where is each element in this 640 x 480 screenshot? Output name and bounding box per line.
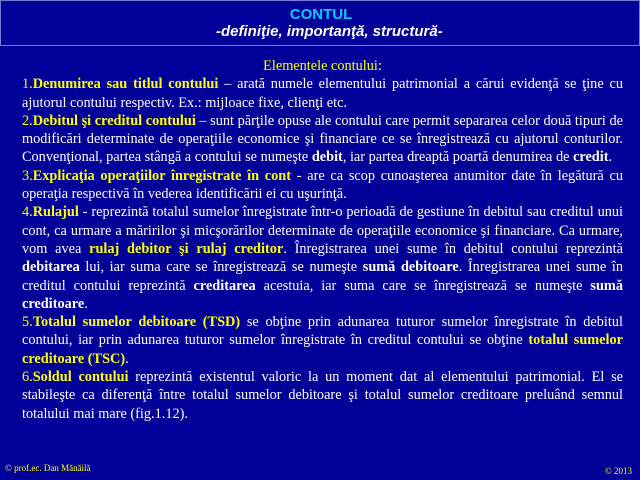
item-number: 6. (22, 369, 33, 386)
item-text: se obţine prin adunarea tuturor sumelor înregistrate în debitul contului, iar prin adunarea tuturor sumelor înregistrate în creditul contului se obţine (22, 314, 623, 349)
footer-year: © 2013 (604, 466, 632, 476)
list-item (22, 75, 623, 112)
item-bold: debitarea (22, 259, 80, 276)
slide-subtitle: -definiţie, importanţă, structură- (216, 23, 443, 40)
list-item (22, 112, 623, 167)
footer-author: © prof.ec. Dan Mănăilă (5, 463, 91, 473)
item-text: – arată numele elementului patrimonial a cărui evidenţă se ţine cu ajutorul contului respectiv. Ex.: mijloace fixe, clienţi etc. (22, 76, 623, 111)
item-text: . (84, 295, 88, 312)
item-text: reprezintă existentul valoric la un moment dat al elementului patrimonial. El se stabileşte ca diferenţă între totalul sumelor debitoare şi totalul sumelor creditoare preluând semnul totalului mai mare (fig.1.12). (22, 369, 623, 422)
list-item (22, 313, 623, 368)
item-term: Totalul sumelor debitoare (TSD) (32, 314, 241, 331)
section-heading-colon: : (377, 58, 382, 74)
item-highlight: rulaj debitor (89, 240, 172, 257)
item-text: - reprezintă totalul sumelor înregistrate într-o perioadă de gestiune în debitul sau creditul unui cont, ca urmare a măririlor şi micşorărilor determinate de operaţiile economice şi financiare. Ca urmare, vom avea (22, 204, 623, 257)
item-text: – sunt părţile opuse ale contului care permit separarea celor două tipuri de modificări determinate de operaţiile economice şi financiare ce se înregistrează cu ajutorul conturilor. Convenţional, partea stângă a contului se numeşte (22, 112, 623, 166)
item-text: lui, iar suma care se înregistrează se numeşte (79, 259, 363, 276)
item-number: 4. (22, 204, 33, 221)
list-item (22, 167, 623, 204)
item-term: Explicaţia operaţiilor înregistrate în cont (32, 167, 292, 184)
item-bold: sumă creditoare (22, 277, 623, 312)
list-item (22, 368, 623, 423)
item-term: Denumirea sau titlul contului (32, 76, 219, 93)
item-highlight: rulaj creditor (196, 240, 284, 257)
item-bold: debit (311, 149, 343, 166)
slide-title: CONTUL (289, 6, 353, 23)
item-text: . (125, 350, 129, 367)
item-bold: creditarea (193, 277, 256, 294)
item-number: 3. (22, 167, 33, 184)
title-box (0, 0, 640, 46)
list-item (22, 203, 623, 313)
item-number: 1. (22, 76, 33, 93)
item-number: 2. (22, 112, 33, 129)
item-highlight: totalul sumelor creditoare (TSC) (22, 332, 623, 367)
item-term: Debitul şi creditul contului (32, 112, 196, 129)
item-text: acestuia, iar suma care se înregistrează se numeşte (255, 277, 591, 294)
slide-content (22, 57, 623, 423)
item-text: şi (171, 240, 197, 257)
item-text: . (608, 149, 613, 166)
item-text: . Înregistrarea unei sume în creditul contului reprezintă (22, 259, 623, 294)
section-heading-text: Elementele contului (263, 58, 378, 74)
item-text: - are ca scop cunoaşterea anumitor date în legătură cu operaţia respectivă în vederea identificării ei cu uşurinţă. (22, 167, 624, 203)
item-term: Soldul contului (32, 369, 129, 386)
item-text: , iar partea dreaptă poartă denumirea de (342, 149, 574, 166)
item-term: Rulajul (32, 204, 79, 221)
item-text: . Înregistrarea unei sume în debitul contului reprezintă (283, 240, 623, 257)
section-heading (22, 57, 623, 75)
item-bold: sumă debitoare (362, 259, 459, 276)
item-number: 5. (22, 314, 33, 331)
item-bold: credit (573, 149, 609, 166)
